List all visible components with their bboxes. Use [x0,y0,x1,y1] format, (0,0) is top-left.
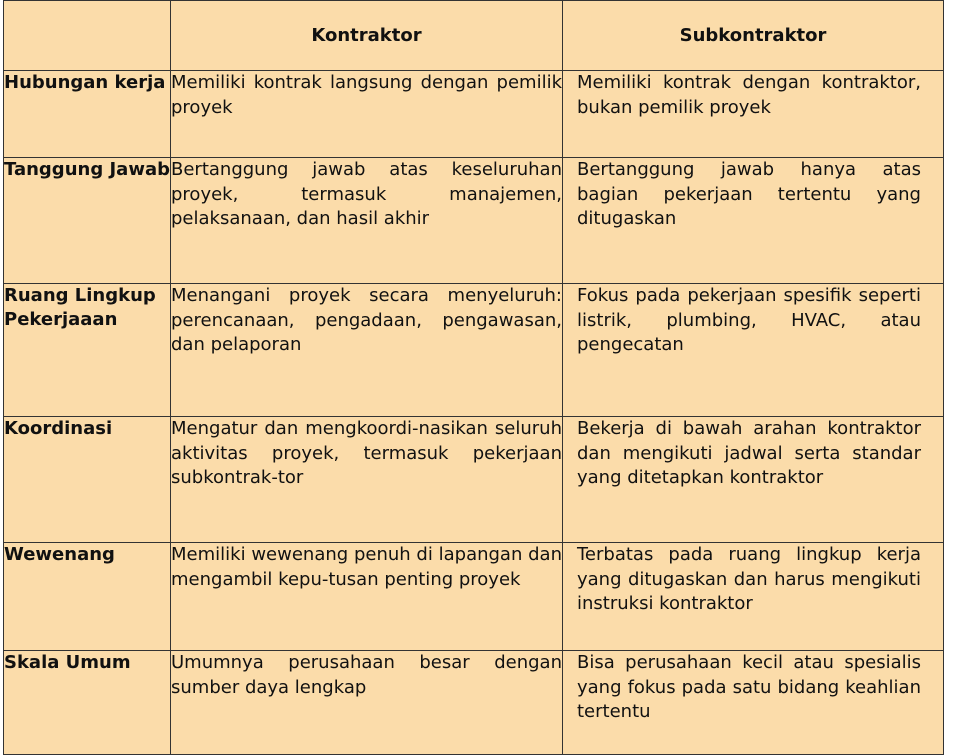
table-row [4,71,944,158]
cell-subkontraktor: Bisa perusahaan kecil atau spesialis yang fokus pada satu bidang keahlian tertentu [563,651,944,755]
header-subkontraktor: Subkontraktor [563,1,944,71]
cell-subkontraktor: Bertanggung jawab hanya atas bagian pekerjaan tertentu yang ditugaskan [563,158,944,284]
row-label-wewenang: Wewenang [4,543,171,651]
row-label-skala-umum: Skala Umum [4,651,171,755]
cell-kontraktor: Umumnya perusahaan besar dengan sumber daya lengkap [171,651,563,755]
cell-subkontraktor: Terbatas pada ruang lingkup kerja yang ditugaskan dan harus mengikuti instruksi kontraktor [563,543,944,651]
cell-subkontraktor: Memiliki kontrak dengan kontraktor, bukan pemilik proyek [563,71,944,158]
table-row [4,158,944,284]
table-row [4,284,944,417]
table-row [4,417,944,543]
header-kontraktor: Kontraktor [171,1,563,71]
cell-kontraktor: Bertanggung jawab atas keseluruhan proyek, termasuk manajemen, pelaksanaan, dan hasil akhir [171,158,563,284]
cell-kontraktor: Menangani proyek secara menyeluruh: perencanaan, pengadaan, pengawasan, dan pelaporan [171,284,563,417]
row-label-tanggung-jawab: Tanggung Jawab [4,158,171,284]
row-label-hubungan-kerja: Hubungan kerja [4,71,171,158]
row-label-koordinasi: Koordinasi [4,417,171,543]
header-empty-cell [4,1,171,71]
table-row [4,543,944,651]
cell-subkontraktor: Fokus pada pekerjaan spesifik seperti listrik, plumbing, HVAC, atau pengecatan [563,284,944,417]
row-label-ruang-lingkup: Ruang Lingkup Pekerjaaan [4,284,171,417]
cell-kontraktor: Mengatur dan mengkoordi-nasikan seluruh aktivitas proyek, termasuk pekerjaan subkontrak-tor [171,417,563,543]
cell-kontraktor: Memiliki kontrak langsung dengan pemilik proyek [171,71,563,158]
header-row [4,1,944,71]
comparison-table [3,0,944,755]
table-row [4,651,944,755]
cell-subkontraktor: Bekerja di bawah arahan kontraktor dan mengikuti jadwal serta standar yang ditetapkan kontraktor [563,417,944,543]
cell-kontraktor: Memiliki wewenang penuh di lapangan dan mengambil kepu-tusan penting proyek [171,543,563,651]
